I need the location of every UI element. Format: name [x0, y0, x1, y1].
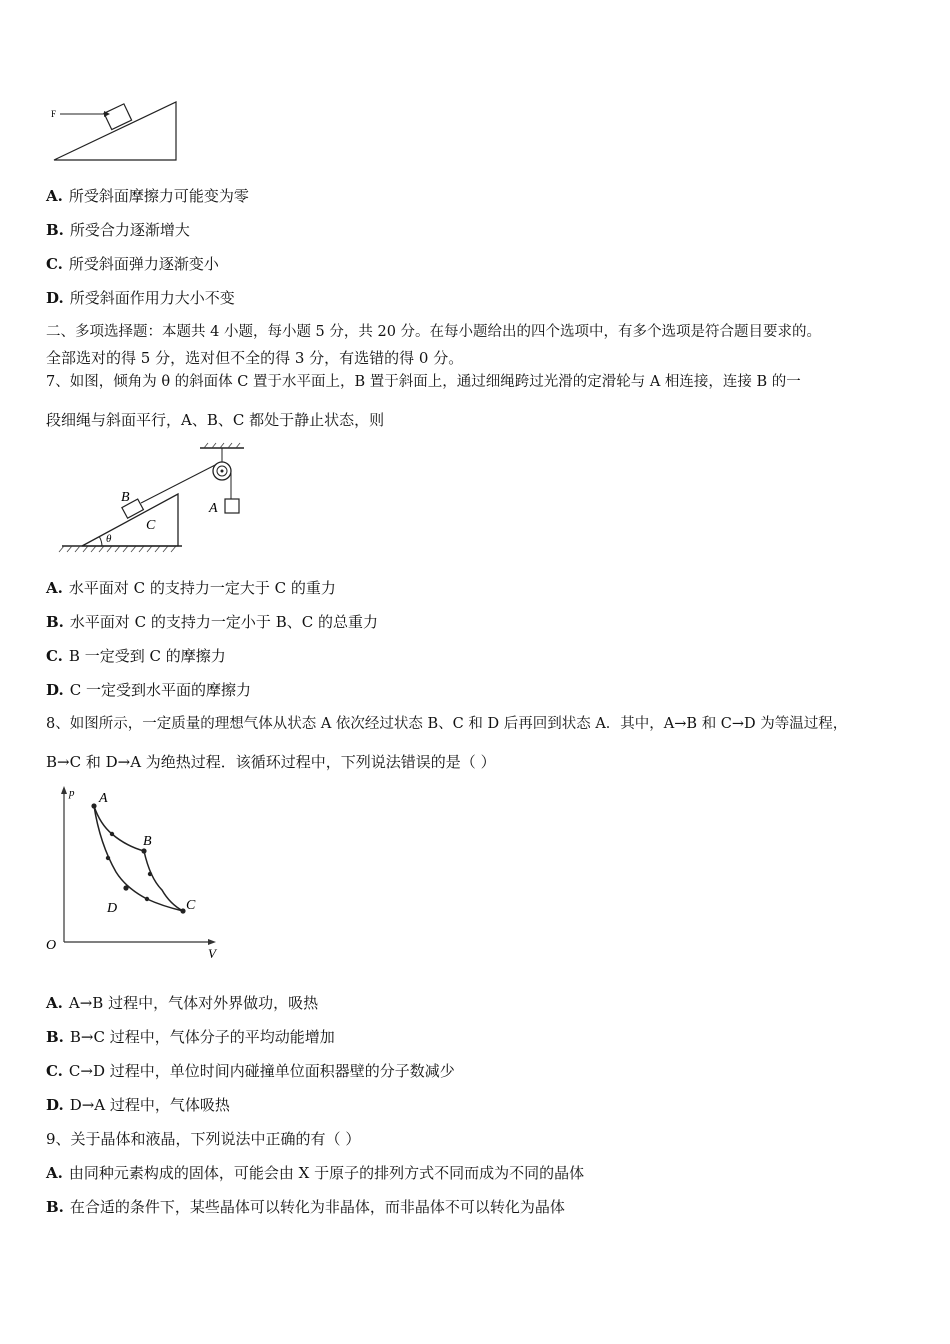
q8-axis-p: p — [69, 787, 75, 799]
q9-option-a: A. 由同种元素构成的固体，可能会由 X 于原子的排列方式不同而成为不同的晶体 — [46, 1164, 585, 1182]
q7-stem-line1: 7、如图，倾角为 θ 的斜面体 C 置于水平面上，B 置于斜面上，通过细绳跨过光滑的定滑轮与 A 相连接，连接 B 的一 — [46, 374, 801, 390]
q7-option-b: B. 水平面对 C 的支持力一定小于 B、C 的总重力 — [46, 613, 378, 631]
q8-point-c: C — [186, 898, 196, 913]
q8-point-b: B — [143, 834, 152, 849]
q8-pv-diagram — [40, 782, 230, 962]
force-label: F — [51, 109, 57, 119]
q6-option-c: C. 所受斜面弹力逐渐变小 — [46, 255, 219, 273]
q7-label-theta: θ — [106, 533, 112, 545]
q8-option-b: B. B→C 过程中，气体分子的平均动能增加 — [46, 1028, 335, 1046]
q9-stem: 9、关于晶体和液晶，下列说法中正确的有（ ） — [46, 1130, 361, 1148]
q7-label-c: C — [146, 518, 156, 533]
q6-option-a: A. 所受斜面摩擦力可能变为零 — [46, 187, 249, 205]
q7-figure — [58, 442, 258, 557]
q7-label-b: B — [121, 490, 130, 505]
q7-label-a: A — [209, 501, 218, 516]
q7-option-d: D. C 一定受到水平面的摩擦力 — [46, 681, 251, 699]
q6-option-d: D. 所受斜面作用力大小不变 — [46, 289, 235, 307]
q7-option-a: A. 水平面对 C 的支持力一定大于 C 的重力 — [46, 579, 336, 597]
q9-option-b: B. 在合适的条件下，某些晶体可以转化为非晶体，而非晶体不可以转化为晶体 — [46, 1198, 565, 1216]
section2-instruction-line2: 全部选对的得 5 分，选对但不全的得 3 分，有选错的得 0 分。 — [46, 349, 464, 367]
q6-option-b: B. 所受合力逐渐增大 — [46, 221, 190, 239]
q8-option-c: C. C→D 过程中，单位时间内碰撞单位面积器壁的分子数减少 — [46, 1062, 455, 1080]
q7-option-c: C. B 一定受到 C 的摩擦力 — [46, 647, 226, 665]
q8-point-a: A — [99, 791, 108, 806]
q7-stem-line2: 段细绳与斜面平行，A、B、C 都处于静止状态，则 — [46, 411, 385, 429]
q8-axis-v: V — [208, 946, 216, 961]
q8-stem-line1: 8、如图所示，一定质量的理想气体从状态 A 依次经过状态 B、C 和 D 后再回到状态 A．其中，A→B 和 C→D 为等温过程， — [46, 716, 848, 732]
q8-option-a: A. A→B 过程中，气体对外界做功，吸热 — [46, 994, 319, 1012]
q8-stem-line2: B→C 和 D→A 为绝热过程．该循环过程中，下列说法错误的是（ ） — [46, 753, 496, 771]
q8-option-d: D. D→A 过程中，气体吸热 — [46, 1096, 230, 1114]
incline-force-figure — [46, 98, 186, 166]
section2-instruction-line1: 二、多项选择题：本题共 4 小题，每小题 5 分，共 20 分。在每小题给出的四个选项中，有多个选项是符合题目要求的。 — [46, 324, 822, 340]
q8-point-d: D — [107, 901, 118, 916]
q8-origin: O — [46, 938, 57, 953]
